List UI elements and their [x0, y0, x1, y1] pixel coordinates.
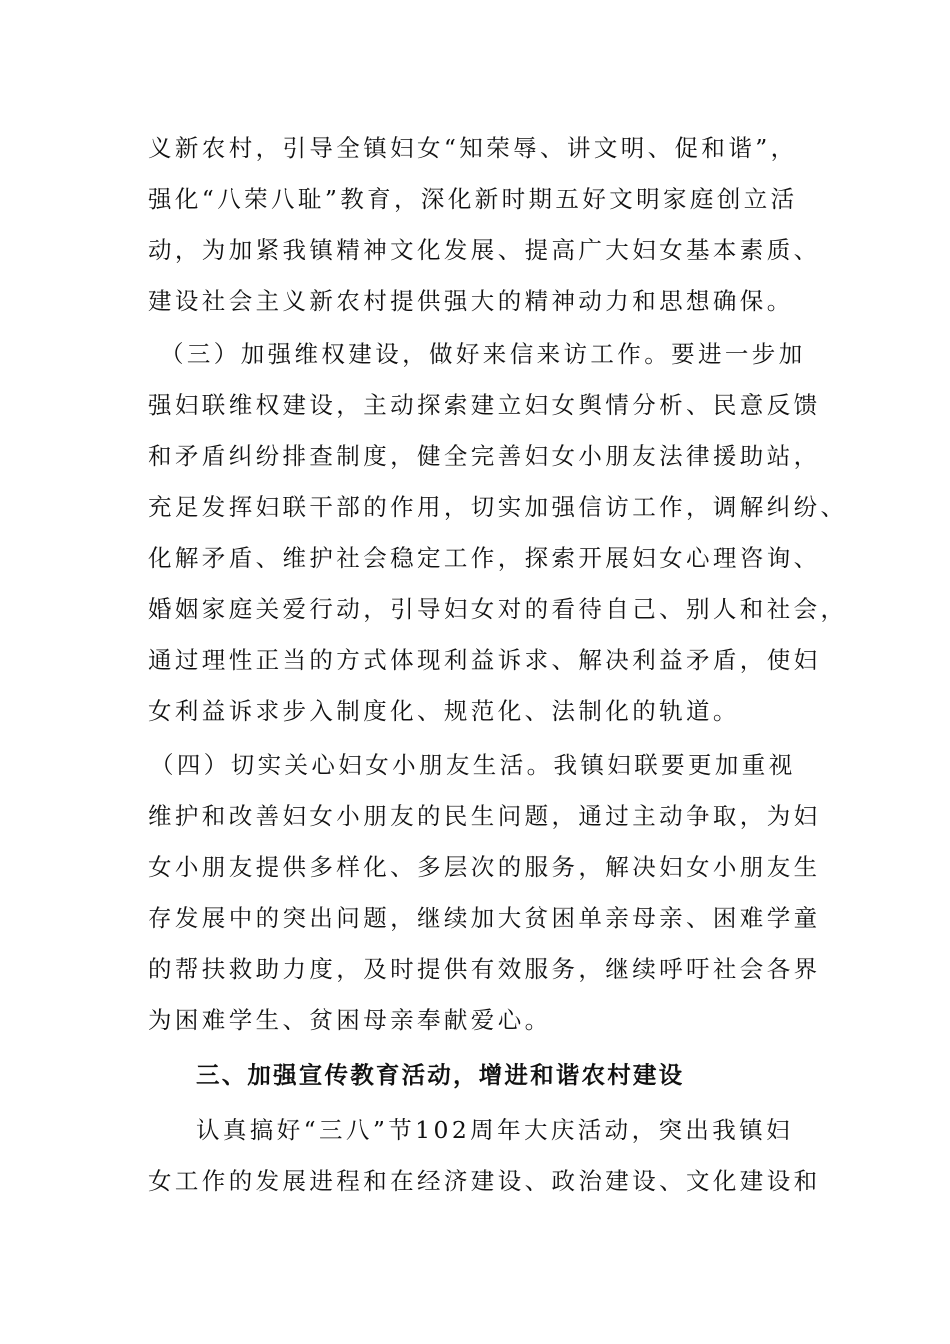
- text-line: 女利益诉求步入制度化、规范化、法制化的轨道。: [148, 697, 740, 725]
- text-line: 强妇联维权建设，主动探索建立妇女舆情分析、民意反馈: [148, 391, 821, 419]
- text-line: 女工作的发展进程和在经济建设、政治建设、文化建设和: [148, 1167, 821, 1195]
- text-line: 的帮扶救助力度，及时提供有效服务，继续呼吁社会各界: [148, 955, 821, 983]
- text-line: 存发展中的突出问题，继续加大贫困单亲母亲、困难学童: [148, 904, 821, 932]
- text-line: 通过理性正当的方式体现利益诉求、解决利益矛盾，使妇: [148, 646, 821, 674]
- text-line: 动，为加紧我镇精神文化发展、提高广大妇女基本素质、: [148, 236, 821, 264]
- paragraph-start-line: 认真搞好“三八”节102周年大庆活动，突出我镇妇: [196, 1116, 793, 1144]
- text-line: 和矛盾纠纷排查制度，健全完善妇女小朋友法律援助站，: [148, 442, 821, 470]
- text-line: 充足发挥妇联干部的作用，切实加强信访工作，调解纠纷、: [148, 493, 848, 521]
- text-line: 维护和改善妇女小朋友的民生问题，通过主动争取，为妇: [148, 802, 821, 830]
- text-line: 建设社会主义新农村提供强大的精神动力和思想确保。: [148, 287, 794, 315]
- paragraph-start-line: （三）加强维权建设，做好来信来访工作。要进一步加: [160, 340, 806, 368]
- text-line: 女小朋友提供多样化、多层次的服务，解决妇女小朋友生: [148, 853, 821, 881]
- text-line: 化解矛盾、维护社会稳定工作，探索开展妇女心理咨询、: [148, 544, 821, 572]
- section-heading: 三、加强宣传教育活动，增进和谐农村建设: [196, 1061, 685, 1089]
- text-line: 婚姻家庭关爱行动，引导妇女对的看待自己、别人和社会，: [148, 595, 848, 623]
- text-line: 强化“八荣八耻”教育，深化新时期五好文明家庭创立活: [148, 185, 798, 213]
- text-line: 义新农村，引导全镇妇女“知荣辱、讲文明、促和谐”，: [148, 134, 798, 162]
- paragraph-start-line: （四）切实关心妇女小朋友生活。我镇妇联要更加重视: [150, 751, 796, 779]
- text-line: 为困难学生、贫困母亲奉献爱心。: [148, 1006, 552, 1034]
